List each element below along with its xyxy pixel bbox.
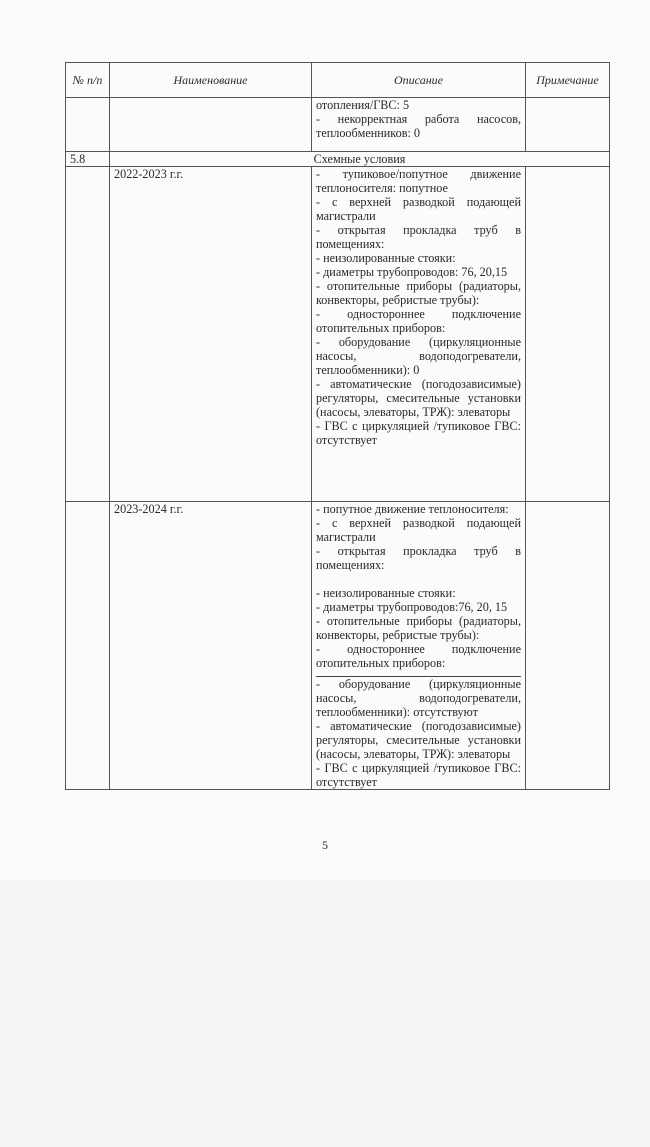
header-note: Примечание bbox=[526, 63, 610, 98]
section-title: Схемные условия bbox=[110, 152, 610, 167]
desc-line: - с верхней разводкой подающей магистрали bbox=[316, 516, 521, 544]
desc-line: - отопительные приборы (радиаторы, конвекторы, ребристые трубы): bbox=[316, 614, 521, 642]
page-number: 5 bbox=[322, 838, 328, 852]
specification-table bbox=[65, 62, 610, 790]
cell-number bbox=[66, 167, 110, 502]
desc-line: - оборудование (циркуляционные насосы, водоподогреватели, теплообменники): отсутствуют bbox=[316, 677, 521, 719]
desc-line: - тупиковое/попутное движение теплоносителя: попутное bbox=[316, 167, 521, 195]
section-row bbox=[66, 152, 610, 167]
cell-number bbox=[66, 98, 110, 152]
cell-description bbox=[312, 167, 526, 502]
cell-description bbox=[312, 98, 526, 152]
scan-margin bbox=[0, 880, 650, 1147]
desc-line: - неизолированные стояки: bbox=[316, 586, 456, 600]
blank-line bbox=[316, 572, 521, 586]
table-row bbox=[66, 167, 610, 502]
desc-line: - автоматические (погодозависимые) регуляторы, смесительные установки (насосы, элеваторы, ТРЖ): элеваторы bbox=[316, 719, 521, 761]
cell-name bbox=[110, 98, 312, 152]
desc-line: - диаметры трубопроводов: 76, 20,15 bbox=[316, 265, 508, 279]
cell-number bbox=[66, 502, 110, 790]
desc-line: - автоматические (погодозависимые) регуляторы, смесительные установки (насосы, элеваторы, ТРЖ): элеваторы bbox=[316, 377, 521, 419]
desc-line: - оборудование (циркуляционные насосы, водоподогреватели, теплообменники): 0 bbox=[316, 335, 521, 377]
table-header-row bbox=[66, 63, 610, 98]
desc-line: - с верхней разводкой подающей магистрали bbox=[316, 195, 521, 223]
cell-note bbox=[526, 502, 610, 790]
header-description: Описание bbox=[312, 63, 526, 98]
header-name: Наименование bbox=[110, 63, 312, 98]
desc-line: - попутное движение теплоносителя: bbox=[316, 502, 509, 516]
continuation-row bbox=[66, 98, 610, 152]
desc-line: - одностороннее подключение отопительных приборов: bbox=[316, 642, 521, 670]
cell-description bbox=[312, 502, 526, 790]
desc-line: - открытая прокладка труб в помещениях: bbox=[316, 544, 521, 572]
cell-note bbox=[526, 98, 610, 152]
table-row bbox=[66, 502, 610, 790]
desc-line: - открытая прокладка труб в помещениях: bbox=[316, 223, 521, 251]
desc-line: - ГВС с циркуляцией /тупиковое ГВС: отсутствует bbox=[316, 419, 521, 447]
section-number: 5.8 bbox=[66, 152, 110, 167]
cell-note bbox=[526, 167, 610, 502]
desc-line: - некорректная работа насосов, теплообменников: 0 bbox=[316, 112, 521, 140]
desc-line: - ГВС с циркуляцией /тупиковое ГВС: отсутствует bbox=[316, 761, 521, 789]
underline-rule bbox=[316, 670, 521, 677]
desc-line: - одностороннее подключение отопительных приборов: bbox=[316, 307, 521, 335]
desc-line: - диаметры трубопроводов:76, 20, 15 bbox=[316, 600, 508, 614]
desc-line: отопления/ГВС: 5 bbox=[316, 98, 410, 112]
period-label: 2023-2024 г.г. bbox=[110, 502, 312, 790]
desc-line: - неизолированные стояки: bbox=[316, 251, 456, 265]
header-number: № п/п bbox=[66, 63, 110, 98]
desc-line: - отопительные приборы (радиаторы, конвекторы, ребристые трубы): bbox=[316, 279, 521, 307]
period-label: 2022-2023 г.г. bbox=[110, 167, 312, 502]
